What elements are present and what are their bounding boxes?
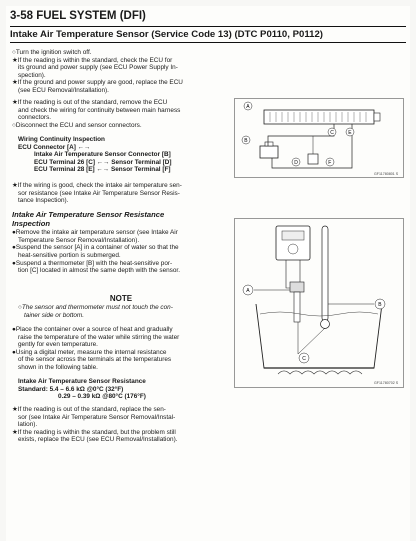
harness-text (12, 99, 230, 129)
label-a: A (246, 103, 250, 110)
text-line: ○Disconnect the ECU and sensor connectors. (12, 121, 142, 129)
text-line: Temperature Sensor Removal/Installation). (18, 236, 140, 244)
note-heading: NOTE (109, 294, 133, 303)
sensor (290, 282, 304, 292)
wiring-line: Intake Air Temperature Sensor Connector [B] (34, 151, 171, 159)
subsection-title: Intake Air Temperature Sensor Resistance (12, 210, 165, 219)
text-line: tion [C] located in almost the same depth with the sensor. (18, 267, 180, 275)
thermometer (322, 226, 328, 321)
figure-id: GF11780702 S (374, 381, 399, 385)
text-line: ★If the reading is within the standard, check the ECU for (12, 56, 173, 64)
text-line: its ground and power supply (see ECU Power Supply In- (18, 64, 178, 72)
text-line: ●Suspend the sensor [A] in a container of water so that the (12, 244, 179, 252)
resistance-spec (12, 378, 230, 401)
wiring-line: ECU Terminal 28 [E] ←→ Sensor Terminal [F] (34, 166, 171, 174)
text-line: ●Using a digital meter, measure the internal resistance (12, 348, 167, 356)
text-line: and check the wiring for continuity between main harness (18, 106, 181, 114)
text-line: lation). (18, 421, 38, 429)
wiring-line: ECU Connector [A] ←→ (18, 143, 91, 151)
label-d: D (294, 159, 298, 166)
subsection-title: Inspection (12, 218, 50, 228)
note-line: tainer side or bottom. (24, 311, 85, 319)
note-line: ○The sensor and thermometer must not touch the con- (18, 304, 173, 311)
spec-line: 0.29 – 0.39 kΩ @80°C (176°F) (58, 393, 146, 401)
figure-id: GF11780801 S (374, 172, 399, 176)
spec-line: Standard: 5.4 – 6.6 kΩ @0°C (32°F) (18, 385, 124, 393)
section-title: Intake Air Temperature Sensor (Service Code 13) (DTC P0110, P0112) (10, 29, 323, 40)
text-line: tance Inspection). (18, 197, 69, 205)
text-line: ★If the reading is out of the standard, remove the ECU (12, 99, 168, 106)
text-line: ●Remove the intake air temperature sensor (see Intake Air (12, 229, 178, 237)
header-rule (10, 26, 406, 27)
section-rule (10, 42, 406, 43)
text-line: ★If the wiring is good, check the intake air temperature sen- (12, 182, 182, 189)
text-line: (see ECU Removal/Installation). (18, 86, 109, 94)
text-line: sor (see Intake Air Temperature Sensor Removal/Instal- (18, 413, 176, 421)
label-c: C (302, 356, 306, 362)
page-header: 3-58 FUEL SYSTEM (DFI) (10, 10, 146, 22)
text-line: raise the temperature of the water while stirring the water (18, 333, 180, 341)
wiring-line: ECU Terminal 26 [C] ←→ Sensor Terminal [D] (34, 158, 172, 166)
label-b: B (244, 137, 248, 144)
text-line: ●Place the container over a source of heat and gradually (12, 326, 173, 333)
text-line: ★If the reading is within the standard, but the problem still (12, 428, 176, 436)
final-text (12, 406, 230, 444)
text-line: ★If the ground and power supply are good, replace the ECU (12, 79, 183, 87)
text-line: of the sensor across the terminals at the temperatures (18, 356, 172, 364)
text-line: exists, replace the ECU (see ECU Removal/Installation). (18, 436, 178, 444)
text-line: ●Suspend a thermometer [B] with the heat-sensitive por- (12, 259, 173, 267)
label-f: F (328, 159, 332, 166)
ecu-connector (264, 110, 374, 124)
upper-text (12, 49, 230, 95)
label-c: C (330, 129, 334, 136)
resistance-section (12, 211, 230, 275)
text-line: connectors. (18, 114, 52, 122)
sensor-connector (260, 146, 278, 158)
text-line: gently for even temperature. (18, 341, 98, 349)
text-line: ○Turn the ignition switch off. (12, 49, 92, 56)
wiring-title: Wiring Continuity Inspection (18, 136, 105, 143)
label-a: A (246, 288, 250, 294)
wiring-figure (234, 98, 404, 178)
text-line: spection). (18, 71, 46, 79)
spec-title: Intake Air Temperature Sensor Resistance (18, 378, 146, 385)
wiring-result (12, 182, 230, 205)
text-line: heat-sensitive portion is submerged. (18, 251, 121, 259)
resistance-test-figure (234, 218, 404, 388)
heat-instructions (12, 326, 230, 372)
label-e: E (348, 129, 352, 136)
text-line: sor resistance (see Intake Air Temperature Sensor Resis- (18, 189, 180, 197)
manual-page (6, 6, 410, 541)
text-line: shown in the following table. (18, 363, 98, 371)
text-line: ★If the reading is out of the standard, replace the sen- (12, 406, 166, 413)
wiring-inspection (12, 136, 230, 174)
label-b: B (378, 302, 382, 308)
note-box (12, 294, 230, 319)
